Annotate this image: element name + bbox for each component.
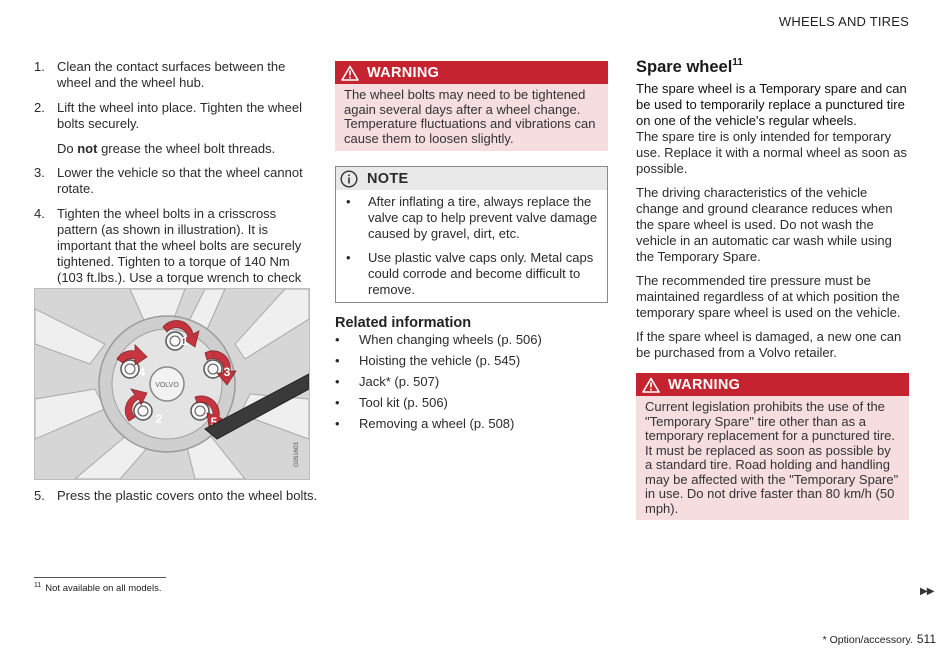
step-number: 1. xyxy=(34,59,45,74)
related-link-changing-wheels[interactable] xyxy=(335,332,608,348)
list-item xyxy=(346,250,599,298)
paragraph: If the spare wheel is damaged, a new one can be purchased from a Volvo retailer. xyxy=(636,329,902,360)
warning-title: WARNING xyxy=(367,64,440,81)
paragraph: The spare tire is only intended for temporary use. Replace it with a normal wheel as soon as possible. xyxy=(636,129,907,176)
related-link-jack[interactable] xyxy=(335,374,608,390)
warning-text: Current legislation prohibits the use of the "Temporary Spare" tire other than as a temporary replacement for a punctured tire. It must be replaced as soon as possible by a standard tire. Road holding and handling may be affected with the "Temporary Spare" in use. Do not drive faster than 80 km/h (50 mph). xyxy=(645,399,899,516)
bolt-label-3: 3 xyxy=(223,365,231,379)
bullet-icon: • xyxy=(346,194,351,209)
step-1 xyxy=(34,59,306,91)
spare-wheel-heading xyxy=(636,58,743,77)
section-title: WHEELS AND TIRES xyxy=(778,14,909,29)
footnote-ref: 11 xyxy=(732,57,743,68)
note-item-text: Use plastic valve caps only. Metal caps could corrode and become difficult to remove. xyxy=(368,250,594,297)
bullet-icon: • xyxy=(335,332,340,347)
paragraph: The driving characteristics of the vehicle change and ground clearance reduces when the spare wheel is used. Do not wash the vehicle in an automatic car wash while using the Temporary Spare. xyxy=(636,185,893,264)
illustration-code: G051603 xyxy=(294,442,300,467)
bolt-label-2: 2 xyxy=(155,412,163,426)
link-text[interactable]: When changing wheels (p. 506) xyxy=(359,332,542,347)
page-footer xyxy=(823,632,936,646)
footnote xyxy=(34,582,161,594)
note-box xyxy=(335,166,608,303)
related-link-removing-wheel[interactable] xyxy=(335,416,608,432)
note-emphasis: not xyxy=(77,141,98,156)
related-info-heading: Related information xyxy=(335,315,472,331)
info-icon xyxy=(340,170,358,188)
step-number: 5. xyxy=(34,488,45,503)
step-number: 3. xyxy=(34,165,45,180)
wheel-bolt-illustration xyxy=(34,288,310,480)
option-legend: * Option/accessory. xyxy=(822,634,913,646)
bolt-label-5: 5 xyxy=(210,415,218,429)
link-text[interactable]: Hoisting the vehicle (p. 545) xyxy=(359,353,521,368)
step-text: Tighten the wheel bolts in a crisscross pattern (as shown in illustration). It is important that the wheel bolts are securely tightened. Tighten to a torque of 140 Nm (103 ft.lbs.). Use a torque wrench to check xyxy=(57,206,302,285)
wheel-hub-drawing xyxy=(35,289,309,479)
bullet-icon: • xyxy=(335,353,340,368)
warning-box-temporary-spare xyxy=(636,373,909,520)
page-number: 511 xyxy=(916,632,936,646)
lead-paragraph: The spare wheel is a Temporary spare and can be used to temporarily replace a punctured tire on one of the vehicle's regular wheels. xyxy=(636,81,907,128)
paragraph: The recommended tire pressure must be maintained regardless of at which position the temporary spare wheel is used on the vehicle. xyxy=(636,273,901,320)
bullet-icon: • xyxy=(346,250,351,265)
step-3 xyxy=(34,165,306,197)
step-text: Clean the contact surfaces between the wheel and the wheel hub. xyxy=(57,59,286,90)
note-header xyxy=(336,167,607,190)
note-item-text: After inflating a tire, always replace the valve cap to help prevent valve damage caused by gravel, dirt, etc. xyxy=(368,194,598,241)
footnote-text: Not available on all models. xyxy=(45,583,162,595)
warning-text: The wheel bolts may need to be tightened again several days after a wheel change. Temperature fluctuations and vibrations can cause them to loosen slightly. xyxy=(344,87,596,146)
step-2-note xyxy=(34,141,306,157)
bolt-label-4: 4 xyxy=(138,365,146,379)
warning-triangle-icon xyxy=(341,65,359,81)
step-2 xyxy=(34,100,306,132)
warning-box-bolts xyxy=(335,61,608,151)
bullet-icon: • xyxy=(335,416,340,431)
footnote-divider xyxy=(34,577,166,578)
step-text: Lower the vehicle so that the wheel cannot rotate. xyxy=(57,165,303,196)
warning-header xyxy=(636,373,909,396)
warning-header xyxy=(335,61,608,84)
spare-wheel-text xyxy=(636,81,908,369)
warning-triangle-icon xyxy=(642,377,660,393)
related-link-hoisting[interactable] xyxy=(335,353,608,369)
bullet-icon: • xyxy=(335,374,340,389)
note-prefix: Do xyxy=(57,141,78,156)
related-link-tool-kit[interactable] xyxy=(335,395,608,411)
heading-text: Spare wheel xyxy=(636,58,733,76)
list-item xyxy=(346,194,599,242)
bullet-icon: • xyxy=(335,395,340,410)
step-text: Lift the wheel into place. Tighten the wheel bolts securely. xyxy=(57,100,302,131)
note-title: NOTE xyxy=(367,170,409,187)
double-arrow-right-icon[interactable]: ▶▶ xyxy=(920,586,934,597)
instructions-column xyxy=(34,59,306,311)
related-info-list xyxy=(335,332,608,437)
step-number: 4. xyxy=(34,206,45,221)
link-text[interactable]: Jack* (p. 507) xyxy=(359,374,440,389)
bolt-label-1: 1 xyxy=(181,334,189,348)
warning-title: WARNING xyxy=(668,376,741,393)
link-text[interactable]: Removing a wheel (p. 508) xyxy=(359,416,515,431)
note-list xyxy=(336,194,607,298)
step-text: Press the plastic covers onto the wheel bolts. xyxy=(57,488,318,503)
hub-logo-text: VOLVO xyxy=(155,382,179,389)
note-suffix: grease the wheel bolt threads. xyxy=(97,141,276,156)
footnote-number: 11 xyxy=(34,582,42,589)
step-number: 2. xyxy=(34,100,45,115)
link-text[interactable]: Tool kit (p. 506) xyxy=(359,395,448,410)
